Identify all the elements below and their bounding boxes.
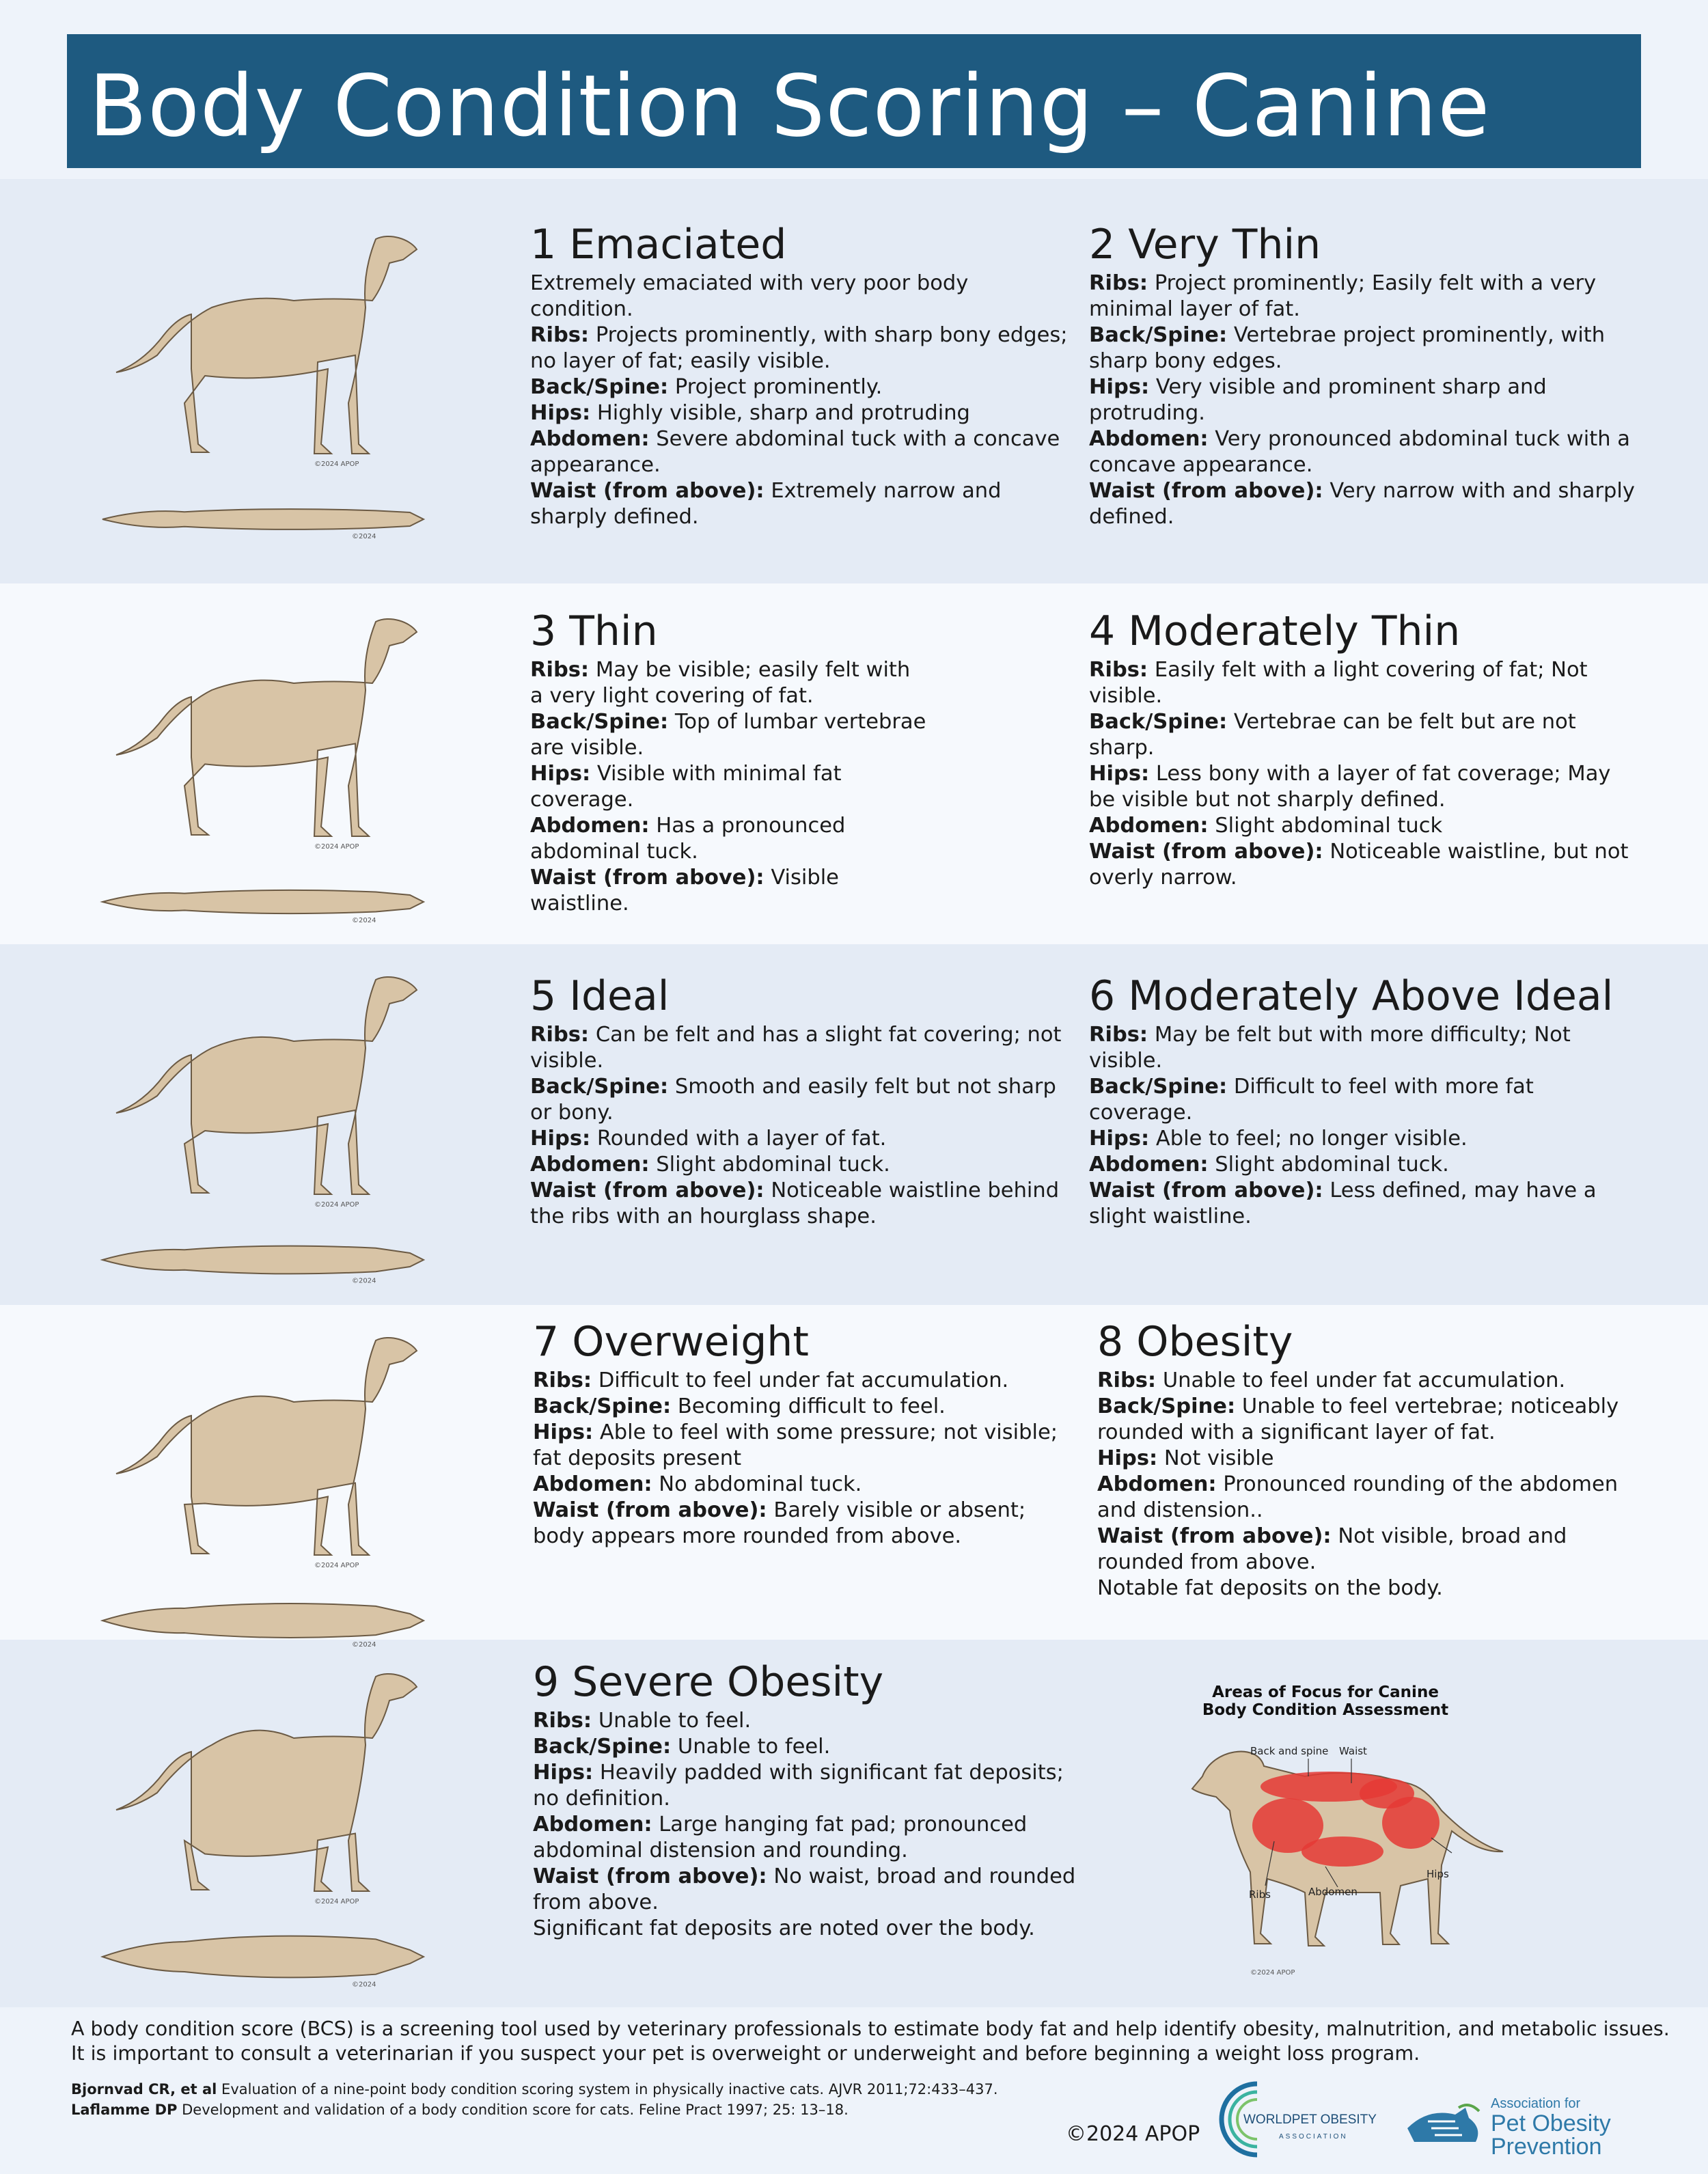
side-view-watermark: ©2024 APOP	[314, 1201, 359, 1209]
criterion-text: Pronounced rounding of the abdomen and distension..	[1097, 1472, 1619, 1522]
criterion-line	[1089, 1126, 1636, 1152]
criterion-text: No abdominal tuck.	[652, 1472, 862, 1496]
criterion-line	[533, 1394, 1079, 1420]
criterion-line	[1097, 1394, 1657, 1446]
criterion-label: Back/Spine:	[533, 1735, 672, 1759]
criterion-label: Waist (from above):	[530, 1179, 765, 1202]
criterion-text: Very narrow with and sharply defined.	[1089, 479, 1635, 529]
dog-side-view	[116, 1338, 417, 1555]
criterion-line	[1089, 657, 1636, 709]
criterion-label: Waist (from above):	[533, 1498, 767, 1522]
footer-description-line1: A body condition score (BCS) is a screening tool used by veterinary professionals to estimate body fat and help identify obesity, malnutrition, and metabolic issues.	[71, 2018, 1670, 2040]
criterion-text: Able to feel; no longer visible.	[1149, 1127, 1468, 1151]
criterion-label: Abdomen:	[1097, 1472, 1217, 1496]
copyright: ©2024 APOP	[1066, 2122, 1200, 2146]
criterion-line	[530, 426, 1077, 478]
criterion-label: Hips:	[1089, 1127, 1150, 1151]
criterion-label: Ribs:	[1089, 1023, 1148, 1047]
score-heading: 5 Ideal	[530, 972, 670, 1020]
label-back-and-spine: Back and spine	[1250, 1745, 1329, 1757]
criterion-label: Ribs:	[1089, 658, 1148, 682]
criterion-line	[1089, 1152, 1636, 1178]
criterion-line	[533, 1864, 1093, 1916]
score-heading: 1 Emaciated	[530, 221, 787, 269]
criterion-line	[1097, 1472, 1657, 1524]
criterion-line	[533, 1734, 1093, 1760]
score-6-entry	[1089, 972, 1636, 1230]
criterion-label: Abdomen:	[1089, 1153, 1209, 1177]
criterion-text: Visible with minimal fat coverage.	[530, 762, 842, 812]
criterion-line	[1089, 374, 1636, 426]
dog-side-view	[116, 619, 417, 836]
criterion-line	[1089, 761, 1636, 813]
fat-zone-hips	[1382, 1797, 1440, 1849]
top-view-watermark: ©2024	[352, 1981, 376, 1989]
criterion-text: Can be felt and has a slight fat covering; not visible.	[530, 1023, 1062, 1073]
criterion-text: Easily felt with a light covering of fat; Not visible.	[1089, 658, 1588, 708]
criterion-label: Hips:	[530, 401, 591, 425]
criterion-text: Project prominently.	[668, 375, 883, 399]
criterion-line	[1089, 839, 1636, 891]
criterion-line	[530, 1152, 1077, 1178]
criterion-text: Unable to feel.	[671, 1735, 831, 1759]
criterion-text: Large hanging fat pad; pronounced abdominal distension and rounding.	[533, 1813, 1028, 1862]
apop-line2: Pet Obesity	[1491, 2110, 1611, 2136]
criterion-text: Extremely narrow and sharply defined.	[530, 479, 1002, 529]
criterion-text: Has a pronounced abdominal tuck.	[530, 814, 846, 864]
criterion-label: Ribs:	[530, 658, 590, 682]
label-ribs: Ribs	[1249, 1888, 1271, 1901]
criterion-text: Becoming difficult to feel.	[671, 1394, 946, 1418]
criterion-label: Back/Spine:	[1089, 323, 1228, 347]
criterion-label: Abdomen:	[530, 1153, 650, 1177]
criterion-line	[533, 1812, 1093, 1864]
criterion-line	[530, 322, 1077, 374]
dog-illustration-1	[89, 198, 458, 567]
criterion-label: Ribs:	[530, 1023, 590, 1047]
criterion-label: Ribs:	[533, 1709, 592, 1733]
label-hips: Hips	[1427, 1868, 1449, 1880]
criterion-line	[530, 1074, 1077, 1126]
criterion-label: Back/Spine:	[530, 1075, 669, 1099]
criterion-label: Hips:	[1089, 762, 1150, 786]
criterion-label: Abdomen:	[533, 1813, 652, 1836]
criterion-label: Hips:	[533, 1420, 594, 1444]
criterion-line	[530, 709, 926, 761]
apop-dog-cat-icon	[1407, 2105, 1479, 2142]
criterion-label: Abdomen:	[1089, 814, 1209, 838]
criterion-line	[530, 657, 926, 709]
criterion-label: Hips:	[533, 1761, 594, 1785]
criterion-line	[1097, 1446, 1657, 1472]
score-intro: Extremely emaciated with very poor body condition.	[530, 271, 969, 321]
criterion-line	[1089, 271, 1636, 322]
top-view-watermark: ©2024	[352, 1277, 376, 1285]
criterion-line	[1097, 1368, 1657, 1394]
footer-description-line2: It is important to consult a veterinarian if you suspect your pet is overweight or underweight and before beginning a weight loss program.	[71, 2042, 1420, 2065]
criterion-text: Slight abdominal tuck.	[649, 1153, 890, 1177]
top-view-watermark: ©2024	[352, 1640, 376, 1649]
fat-zone-abdomen	[1301, 1836, 1383, 1867]
criterion-text: Unable to feel.	[592, 1709, 752, 1733]
ref2-author: Laflamme DP	[71, 2102, 178, 2118]
criterion-text: Not visible	[1157, 1446, 1274, 1470]
criterion-line	[533, 1498, 1079, 1550]
score-heading: 3 Thin	[530, 607, 658, 655]
criterion-text: Vertebrae project prominently, with sharp bony edges.	[1089, 323, 1606, 373]
criterion-line	[1089, 322, 1636, 374]
criterion-text: Vertebrae can be felt but are not sharp.	[1089, 710, 1576, 760]
criterion-text: May be felt but with more difficulty; Not visible.	[1089, 1023, 1571, 1073]
score-outro: Notable fat deposits on the body.	[1097, 1576, 1443, 1600]
ref1-text: Evaluation of a nine-point body condition scoring system in physically inactive cats. AJVR 2011;72:433–437.	[217, 2081, 998, 2097]
wpo-name: WORLDPET OBESITY	[1243, 2113, 1377, 2127]
score-4-entry	[1089, 607, 1636, 891]
criterion-label: Abdomen:	[1089, 427, 1209, 451]
world-pet-obesity-logo	[1209, 2077, 1414, 2159]
criterion-label: Waist (from above):	[1089, 479, 1323, 503]
dog-illustration-3	[89, 581, 458, 950]
criterion-text: Able to feel with some pressure; not visible; fat deposits present	[533, 1420, 1058, 1470]
dog-top-view	[102, 890, 424, 913]
criterion-text: Less defined, may have a slight waistline.	[1089, 1179, 1597, 1228]
dog-top-view	[102, 509, 424, 529]
label-waist: Waist	[1339, 1745, 1367, 1757]
top-view-watermark: ©2024	[352, 917, 376, 925]
criterion-text: Heavily padded with significant fat deposits; no definition.	[533, 1761, 1064, 1811]
criterion-label: Waist (from above):	[530, 479, 765, 503]
criterion-line	[1097, 1524, 1657, 1576]
criterion-text: No waist, broad and rounded from above.	[533, 1865, 1076, 1914]
criterion-label: Abdomen:	[533, 1472, 652, 1496]
top-view-watermark: ©2024	[352, 533, 376, 540]
dog-illustration-9	[89, 1636, 458, 2005]
criterion-text: Difficult to feel under fat accumulation.	[592, 1368, 1009, 1392]
diagram-title-line1: Areas of Focus for Canine	[1212, 1683, 1439, 1701]
criterion-line	[1089, 709, 1636, 761]
score-5-entry	[530, 972, 1077, 1230]
score-heading: 9 Severe Obesity	[533, 1658, 884, 1706]
score-heading: 4 Moderately Thin	[1089, 607, 1461, 655]
criterion-label: Back/Spine:	[1089, 1075, 1228, 1099]
dog-top-view	[102, 1246, 424, 1274]
criterion-text: Top of lumbar vertebrae are visible.	[530, 710, 926, 760]
apop-line3: Prevention	[1491, 2134, 1602, 2160]
score-2-entry	[1089, 220, 1636, 530]
criterion-label: Abdomen:	[530, 427, 650, 451]
criterion-label: Waist (from above):	[1089, 840, 1323, 864]
title-banner	[67, 34, 1641, 168]
side-view-watermark: ©2024 APOP	[314, 1562, 359, 1569]
criterion-text: Barely visible or absent; body appears more rounded from above.	[533, 1498, 1026, 1548]
criterion-text: May be visible; easily felt with a very light covering of fat.	[530, 658, 911, 708]
criterion-text: Very visible and prominent sharp and protruding.	[1089, 375, 1547, 425]
side-view-watermark: ©2024 APOP	[314, 1898, 359, 1905]
diagram-watermark: ©2024 APOP	[1250, 1969, 1295, 1977]
criterion-text: Noticeable waistline behind the ribs with an hourglass shape.	[530, 1179, 1060, 1228]
criterion-text: Smooth and easily felt but not sharp or bony.	[530, 1075, 1056, 1125]
criterion-text: Very pronounced abdominal tuck with a concave appearance.	[1089, 427, 1630, 477]
criterion-text: Slight abdominal tuck.	[1208, 1153, 1449, 1177]
dog-side-view	[116, 1674, 417, 1891]
apop-logo	[1401, 2087, 1626, 2162]
criterion-text: Project prominently; Easily felt with a very minimal layer of fat.	[1089, 271, 1597, 321]
criterion-text: Noticeable waistline, but not overly narrow.	[1089, 840, 1629, 890]
criterion-label: Hips:	[1097, 1446, 1158, 1470]
criterion-line	[530, 400, 1077, 426]
criterion-label: Ribs:	[533, 1368, 592, 1392]
criterion-line	[533, 1368, 1079, 1394]
diagram-title-line2: Body Condition Assessment	[1202, 1701, 1449, 1719]
criterion-label: Hips:	[530, 762, 591, 786]
criterion-label: Back/Spine:	[1097, 1394, 1236, 1418]
dog-side-view	[116, 977, 417, 1194]
reference-1	[71, 2080, 998, 2099]
criterion-text: Unable to feel vertebrae; noticeably rounded with a significant layer of fat.	[1097, 1394, 1619, 1444]
criterion-line	[533, 1708, 1093, 1734]
criterion-line	[1089, 478, 1636, 530]
criterion-line	[530, 761, 926, 813]
score-outro: Significant fat deposits are noted over the body.	[533, 1916, 1035, 1940]
criterion-label: Back/Spine:	[530, 375, 669, 399]
criterion-line	[1089, 426, 1636, 478]
score-1-entry	[530, 220, 1077, 530]
page-title: Body Condition Scoring – Canine	[89, 57, 1491, 156]
criterion-line	[1089, 1178, 1636, 1230]
criterion-line	[530, 1022, 1077, 1074]
score-9-entry	[533, 1657, 1093, 1942]
criterion-line	[530, 865, 926, 917]
criterion-line	[530, 813, 926, 865]
criterion-line	[533, 1472, 1079, 1498]
criterion-text: Difficult to feel with more fat coverage.	[1089, 1075, 1534, 1125]
criterion-text: Slight abdominal tuck	[1208, 814, 1443, 838]
criterion-line	[1089, 1074, 1636, 1126]
score-heading: 6 Moderately Above Ideal	[1089, 972, 1614, 1020]
criterion-line	[530, 478, 1077, 530]
score-heading: 8 Obesity	[1097, 1318, 1293, 1366]
criterion-text: Highly visible, sharp and protruding	[590, 401, 970, 425]
score-3-entry	[530, 607, 926, 917]
criterion-label: Hips:	[1089, 375, 1150, 399]
criterion-label: Abdomen:	[530, 814, 650, 838]
criterion-line	[1089, 1022, 1636, 1074]
criterion-line	[530, 374, 1077, 400]
wpo-subtitle: ASSOCIATION	[1279, 2133, 1348, 2141]
dog-side-view	[116, 236, 417, 454]
criterion-label: Waist (from above):	[533, 1865, 767, 1888]
criterion-label: Back/Spine:	[1089, 710, 1228, 734]
criterion-line	[533, 1760, 1093, 1812]
score-heading: 7 Overweight	[533, 1318, 809, 1366]
criterion-label: Ribs:	[1097, 1368, 1157, 1392]
dog-top-view	[102, 1936, 424, 1978]
criterion-label: Waist (from above):	[1089, 1179, 1323, 1202]
criterion-line	[530, 1126, 1077, 1152]
dog-illustration-7	[89, 1299, 458, 1668]
reference-2	[71, 2100, 849, 2119]
criterion-line	[1089, 813, 1636, 839]
criterion-text: Visible waistline.	[530, 866, 839, 916]
criterion-text: Not visible, broad and rounded from above.	[1097, 1524, 1567, 1574]
label-abdomen: Abdomen	[1308, 1886, 1358, 1898]
criterion-label: Waist (from above):	[1097, 1524, 1332, 1548]
criterion-text: Less bony with a layer of fat coverage; May be visible but not sharply defined.	[1089, 762, 1611, 812]
score-7-entry	[533, 1317, 1079, 1550]
criterion-label: Ribs:	[530, 323, 590, 347]
criterion-line	[530, 1178, 1077, 1230]
apop-line1: Association for	[1491, 2096, 1581, 2111]
criterion-line	[533, 1420, 1079, 1472]
focus-areas-diagram	[1120, 1674, 1530, 2002]
criterion-text: Unable to feel under fat accumulation.	[1156, 1368, 1566, 1392]
dog-top-view	[102, 1604, 424, 1638]
score-heading: 2 Very Thin	[1089, 221, 1321, 269]
criterion-text: Rounded with a layer of fat.	[590, 1127, 887, 1151]
criterion-text: Projects prominently, with sharp bony edges; no layer of fat; easily visible.	[530, 323, 1068, 373]
criterion-label: Back/Spine:	[530, 710, 669, 734]
ref2-text: Development and validation of a body condition score for cats. Feline Pract 1997; 25: 13–18.	[177, 2102, 849, 2118]
criterion-label: Waist (from above):	[530, 866, 765, 890]
criterion-label: Ribs:	[1089, 271, 1148, 295]
criterion-text: Severe abdominal tuck with a concave appearance.	[530, 427, 1060, 477]
score-8-entry	[1097, 1317, 1657, 1601]
criterion-label: Hips:	[530, 1127, 591, 1151]
dog-illustration-5	[89, 939, 458, 1308]
ref1-author: Bjornvad CR, et al	[71, 2081, 217, 2097]
side-view-watermark: ©2024 APOP	[314, 843, 359, 851]
side-view-watermark: ©2024 APOP	[314, 460, 359, 468]
criterion-label: Back/Spine:	[533, 1394, 672, 1418]
